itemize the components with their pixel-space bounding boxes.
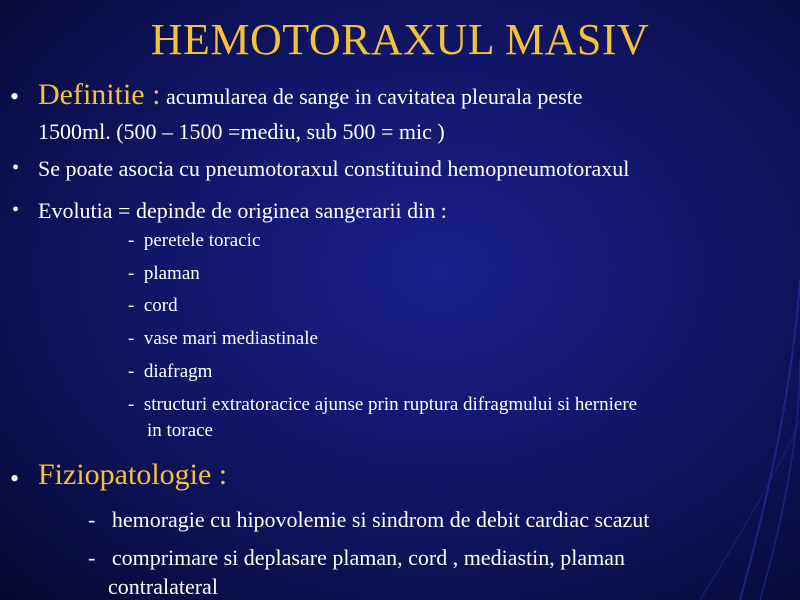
- definitie-text-cont: 1500ml. (500 – 1500 =mediu, sub 500 = mic ): [38, 119, 445, 144]
- origin-item: - plaman: [128, 263, 200, 284]
- bullet-dot: •: [12, 199, 20, 221]
- fiziopatologie-item: - comprimare si deplasare plaman, cord , mediastin, plaman: [88, 545, 625, 570]
- definitie-text: acumularea de sange in cavitatea pleurala peste: [160, 84, 583, 109]
- fiziopatologie-item-cont: contralateral: [108, 574, 218, 599]
- bullet-dot: •: [10, 82, 20, 111]
- origin-item: - structuri extratoracice ajunse prin ruptura difragmului si herniere: [128, 394, 638, 415]
- origin-item: - cord: [128, 295, 178, 316]
- fiziopatologie-item: - hemoragie cu hipovolemie si sindrom de debit cardiac scazut: [88, 507, 650, 532]
- bullet-dot: •: [12, 157, 20, 179]
- definitie-line: [38, 78, 583, 112]
- bullet-dot: •: [10, 464, 20, 493]
- origin-item-cont: in torace: [147, 420, 213, 441]
- bullet-hemopneumotorax: Se poate asocia cu pneumotoraxul constituind hemopneumotoraxul: [38, 156, 630, 181]
- bullet-evolutia: Evolutia = depinde de originea sangerarii din :: [38, 198, 447, 223]
- definitie-label: Definitie :: [38, 78, 161, 111]
- fiziopatologie-label: Fiziopatologie :: [38, 458, 228, 491]
- origin-item: - vase mari mediastinale: [128, 328, 318, 349]
- origin-item: - diafragm: [128, 361, 213, 382]
- origin-item: - peretele toracic: [128, 230, 261, 251]
- slide-title: HEMOTORAXUL MASIV: [150, 15, 650, 64]
